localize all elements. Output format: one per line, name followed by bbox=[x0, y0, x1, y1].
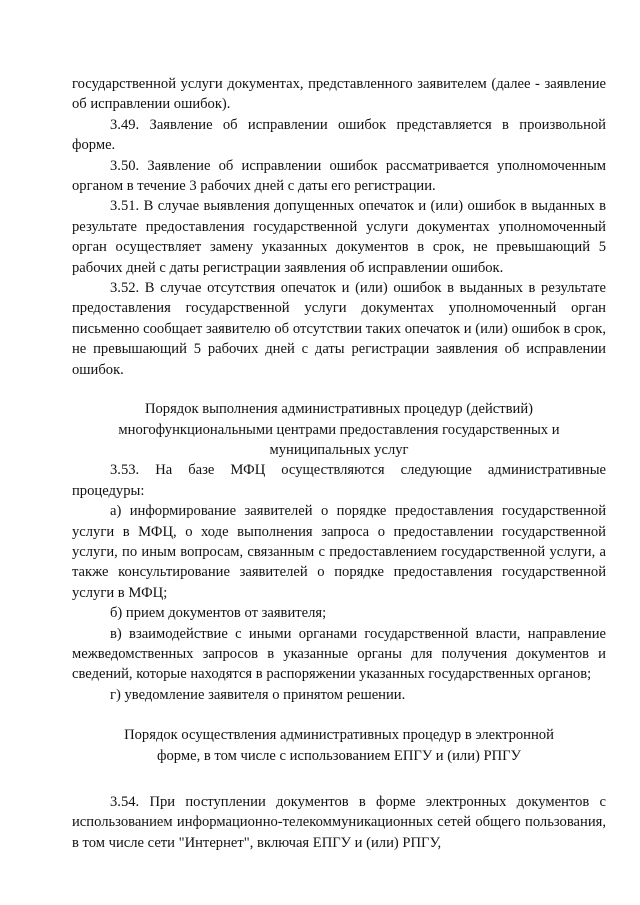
paragraph-3-52: 3.52. В случае отсутствия опечаток и (или) ошибок в выданных в результате предоставления государственной услуги документах уполномоченный орган письменно сообщает заявителю об отсутствии таких опечаток и (или) ошибок в срок, не превышающий 5 рабочих дней с даты регистрации заявления об исправлении ошибок. bbox=[72, 280, 606, 378]
paragraph-3-53: 3.53. На базе МФЦ осуществляются следующие административные процедуры: bbox=[72, 462, 606, 499]
document-page bbox=[72, 74, 606, 853]
section-heading-mfc-line-3: муниципальных услуг bbox=[269, 441, 409, 458]
paragraph-3-54: 3.54. При поступлении документов в форме электронных документов с использованием информационно-телекоммуникационных сетей общего пользования, в том числе сети "Интернет", включая ЕПГУ и (или) РПГУ, bbox=[72, 794, 606, 851]
paragraph-3-49: 3.49. Заявление об исправлении ошибок представляется в произвольной форме. bbox=[72, 116, 606, 154]
paragraph-3-50: 3.50. Заявление об исправлении ошибок рассматривается уполномоченным органом в течение 3 рабочих дней с даты его регистрации. bbox=[72, 157, 606, 195]
list-item-v: в) взаимодействие с иными органами государственной власти, направление межведомственных запросов в указанные органы для получения документов и сведений, которые находятся в распоряжении указанных государственных органов; bbox=[72, 625, 606, 683]
list-item-g: г) уведомление заявителя о принятом решении. bbox=[110, 686, 406, 703]
section-heading-electronic bbox=[72, 725, 606, 766]
section-heading-electronic-line-2: форме, в том числе с использованием ЕПГУ и (или) РПГУ bbox=[157, 747, 521, 764]
section-heading-mfc-line-2: многофункциональными центрами предоставления государственных и bbox=[118, 421, 560, 438]
paragraph-continuation: государственной услуги документах, представленного заявителем (далее - заявление об исправлении ошибок). bbox=[72, 76, 606, 113]
list-item-a: а) информирование заявителей о порядке предоставления государственной услуги в МФЦ, о ходе выполнения запроса о предоставлении государственной услуги, по иным вопросам, связанным с предоставлением государственной услуги, а также консультирование заявителей о порядке предоставления государственной услуги в МФЦ; bbox=[72, 503, 606, 601]
list-item-b: б) прием документов от заявителя; bbox=[110, 605, 327, 622]
section-heading-electronic-line-1: Порядок осуществления административных процедур в электронной bbox=[124, 727, 554, 744]
paragraph-3-51: 3.51. В случае выявления допущенных опечаток и (или) ошибок в выданных в результате предоставления государственной услуги документах уполномоченный орган осуществляет замену указанных документов в срок, не превышающий 5 рабочих дней с даты регистрации заявления об исправлении ошибок. bbox=[72, 198, 606, 276]
section-heading-mfc-line-1: Порядок выполнения административных процедур (действий) bbox=[144, 401, 534, 418]
section-heading-mfc bbox=[72, 399, 606, 460]
